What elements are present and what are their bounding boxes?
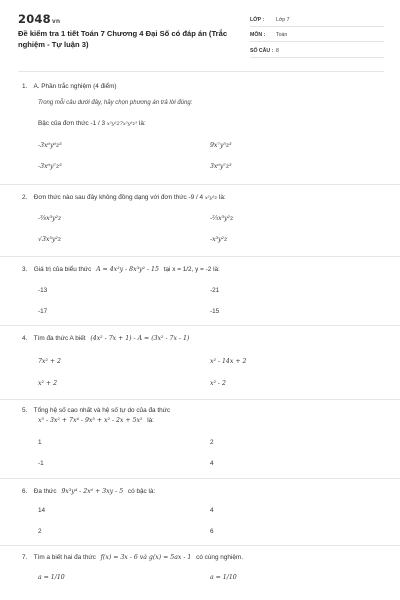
question-list [0, 78, 400, 600]
question-math: A = 4x²y - 8x³y² - 15 [96, 266, 159, 273]
question-heading [22, 194, 226, 201]
logo-sub: vn [51, 18, 61, 25]
exam-title: Đề kiểm tra 1 tiết Toán 7 Chương 4 Đại Số có đáp án (Trắc nghiệm - Tự luận 3) [18, 29, 228, 49]
answer-option-d[interactable]: 3x⁶y⁷z³ [210, 163, 232, 170]
answer-option-a[interactable]: -13 [38, 287, 48, 294]
question-number: 2. [22, 194, 28, 201]
answer-option-b[interactable]: -⅔x³y²z [210, 215, 234, 222]
question-number: 1. [22, 83, 28, 90]
question-text: A. Phần trắc nghiệm (4 điểm) [33, 83, 117, 90]
question-text: Tổng hệ số cao nhất và hệ số tự do của đa thức [33, 407, 171, 414]
question-suffix: tại x = 1/2, y = -2 là: [163, 266, 220, 273]
question-math: f(x) = 3x - 6 và g(x) = 5ax - 1 [100, 554, 192, 561]
question-number: 5. [22, 407, 28, 414]
subtext-suffix: là: [138, 120, 146, 127]
answer-option-b[interactable]: -21 [210, 287, 220, 294]
question-heading [22, 488, 155, 495]
question-5 [0, 400, 400, 479]
logo-text: 2048 [18, 12, 51, 26]
answer-option-b[interactable]: 4 [210, 507, 214, 514]
question-heading [22, 554, 243, 561]
question-heading [22, 407, 170, 414]
meta-row-count [250, 45, 384, 58]
question-2 [0, 185, 400, 257]
question-number: 6. [22, 488, 28, 495]
question-math: x³y³z [204, 195, 218, 201]
answer-option-b[interactable]: 9x⁷y⁵z³ [210, 142, 232, 149]
meta-value: Lớp 7 [276, 16, 290, 23]
question-subtext [38, 120, 146, 127]
answer-option-b[interactable]: a = 1/10 [210, 574, 237, 581]
question-suffix: có cùng nghiệm. [196, 554, 244, 561]
site-logo[interactable] [18, 12, 60, 26]
question-text: Tìm a biết hai đa thức [33, 554, 96, 561]
question-text: Đa thức [33, 488, 57, 495]
answer-option-c[interactable]: -1 [38, 460, 44, 467]
question-math-line [38, 417, 154, 424]
exam-meta [250, 14, 384, 61]
question-suffix: là: [218, 194, 226, 201]
meta-key: SỐ CÂU : [250, 47, 274, 54]
question-4 [0, 326, 400, 400]
question-heading [22, 335, 189, 342]
question-number: 3. [22, 266, 28, 273]
meta-key: LỚP : [250, 16, 265, 23]
answer-option-c[interactable]: √3x³y²z [38, 236, 62, 243]
question-7 [0, 546, 400, 600]
question-instruction: Trong mỗi câu dưới đây, hãy chọn phương án trả lời đúng: [38, 100, 193, 106]
question-text: Tìm đa thức A biết [33, 335, 86, 342]
answer-option-d[interactable]: -x³y²z [210, 236, 228, 243]
question-text: Giá trị của biểu thức [33, 266, 92, 273]
question-number: 4. [22, 335, 28, 342]
answer-option-a[interactable]: 14 [38, 507, 46, 514]
subtext-math: x³y³27x³y³z³ [106, 121, 138, 127]
answer-option-c[interactable]: x² + 2 [38, 380, 58, 387]
answer-option-b[interactable]: x² - 14x + 2 [210, 358, 247, 365]
question-suffix: là: [147, 417, 154, 424]
meta-key: MÔN : [250, 32, 266, 39]
answer-option-d[interactable]: -15 [210, 308, 220, 315]
header [18, 10, 384, 72]
question-1 [0, 78, 400, 185]
answer-option-a[interactable]: -⅜x³y²z [38, 215, 62, 222]
question-math: x⁵ - 3x² + 7x⁴ - 9x³ + x² - 2x + 5x² [38, 417, 143, 424]
meta-value: Toán [276, 32, 288, 39]
meta-row-class [250, 14, 384, 27]
subtext-prefix: Bậc của đơn thức -1 / 3 [38, 120, 106, 127]
answer-option-c[interactable]: -17 [38, 308, 48, 315]
question-suffix: có bậc là: [127, 488, 156, 495]
question-heading [22, 83, 117, 90]
question-math: 9x³y⁴ - 2x⁶ + 3xy - 5 [61, 488, 124, 495]
question-number: 7. [22, 554, 28, 561]
answer-option-d[interactable]: 4 [210, 460, 214, 467]
answer-option-c[interactable]: 2 [38, 528, 42, 535]
answer-option-b[interactable]: 2 [210, 439, 214, 446]
question-6 [0, 479, 400, 546]
answer-option-a[interactable]: 1 [38, 439, 42, 446]
answer-option-a[interactable]: 7x² + 2 [38, 358, 61, 365]
answer-option-d[interactable]: 6 [210, 528, 214, 535]
answer-option-c[interactable]: -3x⁶y⁷z³ [38, 163, 62, 170]
question-heading [22, 266, 220, 273]
answer-option-a[interactable]: -3x⁶y⁶z³ [38, 142, 62, 149]
meta-value: 8 [276, 47, 279, 54]
question-math: (4x² - 7x + 1) - A = (3x² - 7x - 1) [90, 335, 190, 342]
meta-row-subject [250, 30, 384, 43]
question-3 [0, 257, 400, 326]
question-text: Đơn thức nào sau đây không đồng dạng với đơn thức -9 / 4 [33, 194, 204, 201]
answer-option-d[interactable]: x² - 2 [210, 380, 226, 387]
answer-option-a[interactable]: a = 1/10 [38, 574, 65, 581]
